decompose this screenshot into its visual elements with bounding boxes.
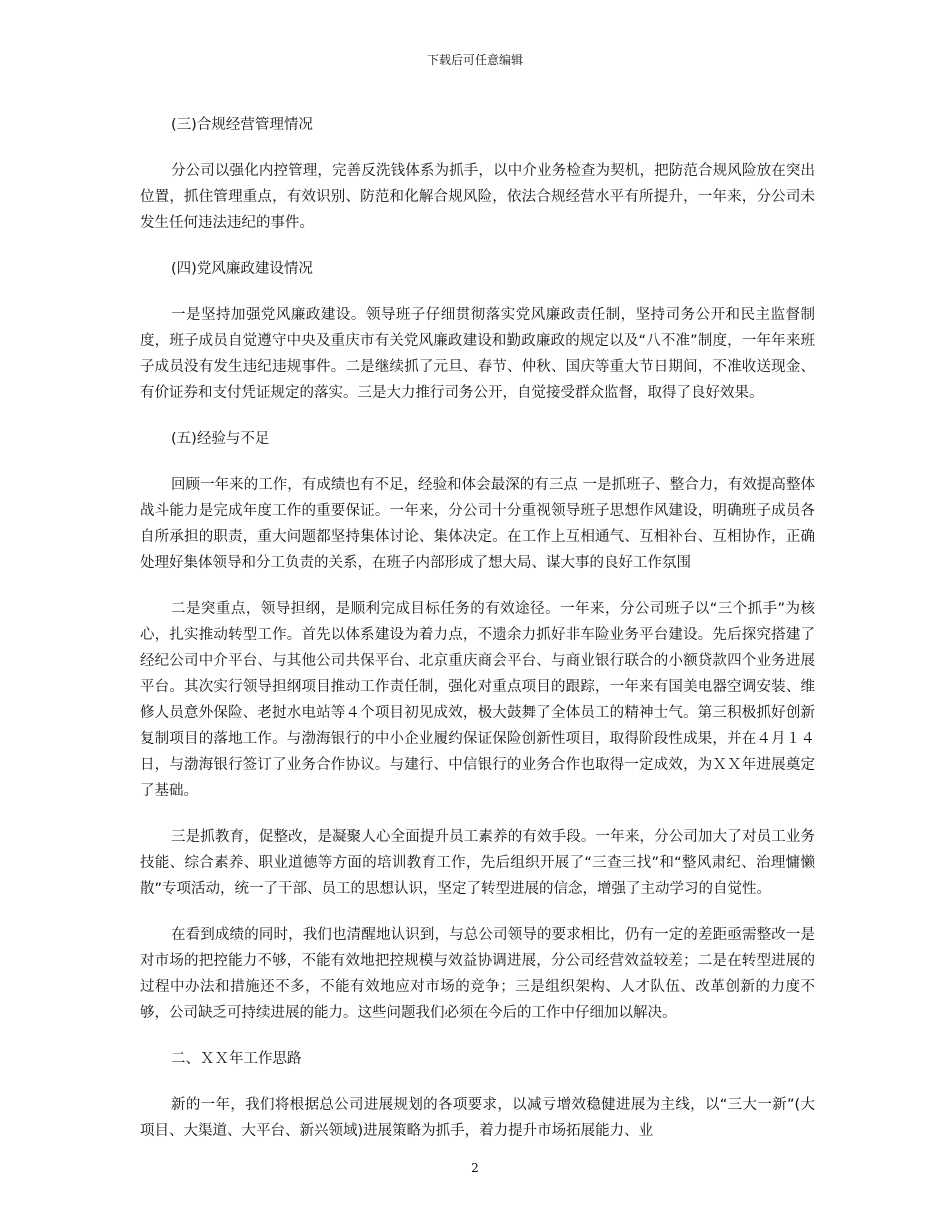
page-number: 2 xyxy=(471,1161,479,1175)
paragraph-shortcomings: 在看到成绩的同时，我们也清醒地认识到，与总公司领导的要求相比，仍有一定的差距亟需整改一是对市场的把控能力不够，不能有效地把控规模与效益协调进展，分公司经营效益较差；二是在转型进展的过程中办法和措施还不多，不能有效地应对市场的竞争；三是组织架构、人才队伍、改革创新的力度不够，公司缺乏可持续进展的能力。这些问题我们必须在今后的工作中仔细加以解决。 xyxy=(140,927,815,1021)
section-heading-compliance: (三)合规经营管理情况 xyxy=(171,117,313,133)
paragraph-compliance: 分公司以强化内控管理，完善反洗钱体系为抓手，以中介业务检查为契机，把防范合规风险放在突出位置，抓住管理重点，有效识别、防范和化解合规风险，依法合规经营水平有所提升，一年来，分公司未发生任何违法违纪的事件。 xyxy=(140,163,815,231)
paragraph-work-plan: 新的一年，我们将根据总公司进展规划的各项要求，以减亏增效稳健进展为主线，以“三大一新”(大项目、大渠道、大平台、新兴领域)进展策略为抓手，着力提升市场拓展能力、业 xyxy=(140,1097,815,1139)
page-header: 下载后可任意编辑 xyxy=(426,53,523,67)
section-heading-work-plan: 二、ＸＸ年工作思路 xyxy=(171,1051,302,1067)
paragraph-experience-3: 三是抓教育，促整改，是凝聚人心全面提升员工素养的有效手段。一年来，分公司加大了对员工业务技能、综合素养、职业道德等方面的培训教育工作，先后组织开展了“三查三找”和“整风肃纪、治理慵懒散”专项活动，统一了干部、员工的思想认识，坚定了转型进展的信念，增强了主动学习的自觉性。 xyxy=(140,829,815,897)
document-body xyxy=(140,112,815,1164)
paragraph-experience-1: 回顾一年来的工作，有成绩也有不足，经验和体会最深的有三点 一是抓班子、整合力，有效提高整体战斗能力是完成年度工作的重要保证。一年来，分公司十分重视领导班子思想作风建设，明确班子成员各自所承担的职责，重大问题都坚持集体讨论、集体决定。在工作上互相通气、互相补台、互相协作，正确处理好集体领导和分工负责的关系，在班子内部形成了想大局、谋大事的良好工作氛围 xyxy=(140,477,815,571)
section-heading-experience: (五)经验与不足 xyxy=(171,431,270,447)
section-heading-party-integrity: (四)党风廉政建设情况 xyxy=(171,261,313,277)
paragraph-experience-2: 二是突重点，领导担纲，是顺利完成目标任务的有效途径。一年来，分公司班子以“三个抓手”为核心，扎实推动转型工作。首先以体系建设为着力点，不遗余力抓好非车险业务平台建设。先后探究搭建了经纪公司中介平台、与其他公司共保平台、北京重庆商会平台、与商业银行联合的小额贷款四个业务进展平台。其次实行领导担纲项目推动工作责任制，强化对重点项目的跟踪，一年来有国美电器空调安装、维修人员意外保险、老挝水电站等４个项目初见成效，极大鼓舞了全体员工的精神士气。第三积极抓好创新复制项目的落地工作。与渤海银行的中小企业履约保证保险创新性项目，取得阶段性成果，并在４月１４日，与渤海银行签订了业务合作协议。与建行、中信银行的业务合作也取得一定成效，为ＸＸ年进展奠定了基础。 xyxy=(140,601,815,799)
paragraph-party-integrity: 一是坚持加强党风廉政建设。领导班子仔细贯彻落实党风廉政责任制，坚持司务公开和民主监督制度，班子成员自觉遵守中央及重庆市有关党风廉政建设和勤政廉政的规定以及“八不准”制度，一年年来班子成员没有发生违纪违规事件。二是继续抓了元旦、春节、仲秋、国庆等重大节日期间，不准收送现金、有价证券和支付凭证规定的落实。三是大力推行司务公开，自觉接受群众监督，取得了良好效果。 xyxy=(140,307,815,401)
